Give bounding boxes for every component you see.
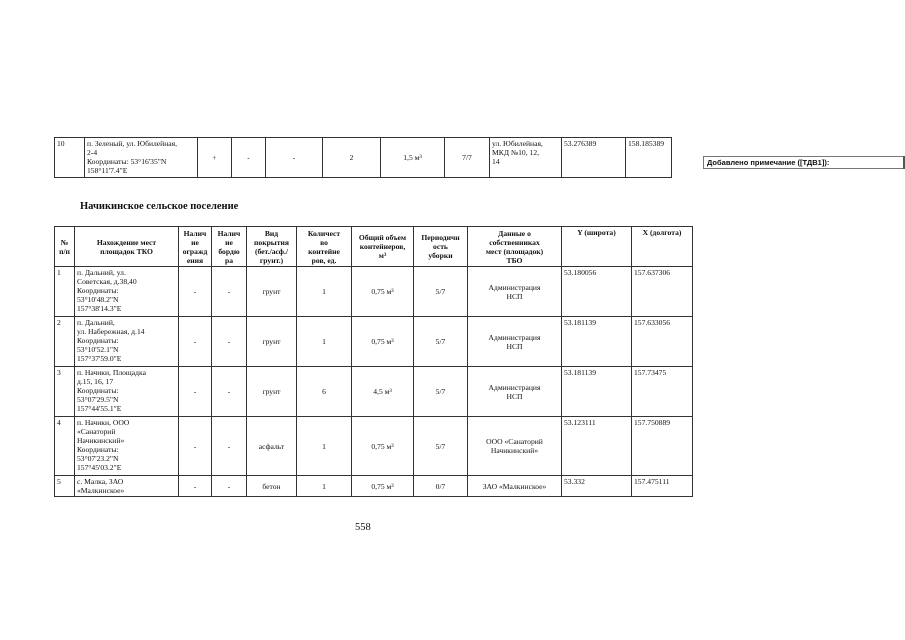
cell-owner: Администрация НСП (468, 267, 562, 317)
header-cover: Вид покрытия (бет./асф./ грунт.) (247, 227, 297, 267)
page-number: 558 (355, 522, 371, 533)
comment-annotation[interactable]: Добавлено примечание ([ТДВ1]): (703, 156, 904, 169)
cell-cover: грунт (247, 267, 297, 317)
cell-owner: ЗАО «Малкинское» (468, 476, 562, 497)
cell-count: 1 (297, 267, 352, 317)
tko-sites-table (54, 226, 693, 497)
section-title: Начикинское сельское поселение (80, 201, 239, 212)
header-fence: Налич ие огражд ения (179, 227, 212, 267)
cell-cover: асфальт (247, 417, 297, 476)
cell-lon: 157.73475 (632, 367, 693, 417)
previous-table-fragment (54, 137, 672, 178)
table-row (55, 317, 693, 367)
cell-volume: 1,5 м³ (381, 138, 445, 178)
cell-cover: бетон (247, 476, 297, 497)
cell-lon: 157.750889 (632, 417, 693, 476)
cell-cover: - (266, 138, 323, 178)
header-volume: Общий объем контейнеров, м³ (352, 227, 414, 267)
cell-period: 5/7 (414, 267, 468, 317)
cell-location: п. Начики, Площадка д.15, 16, 17 Координаты: 53°07'29.5"N 157°44'55.1"E (75, 367, 179, 417)
cell-count: 1 (297, 317, 352, 367)
cell-lon: 158.185389 (626, 138, 672, 178)
cell-lat: 53.180056 (562, 267, 632, 317)
cell-volume: 0,75 м³ (352, 317, 414, 367)
cell-volume: 4,5 м³ (352, 367, 414, 417)
table-row (55, 476, 693, 497)
header-lat: Y (широта) (562, 227, 632, 267)
cell-lat: 53.123111 (562, 417, 632, 476)
table-row (55, 267, 693, 317)
cell-volume: 0,75 м³ (352, 476, 414, 497)
header-location: Нахождение мест площадок ТКО (75, 227, 179, 267)
cell-cover: грунт (247, 367, 297, 417)
cell-location: с. Малка, ЗАО «Малкинское» (75, 476, 179, 497)
cell-location: п. Зеленый, ул. Юбилейная, 2-4 Координаты: 53°16'35"N 158°11'7.4"E (85, 138, 198, 178)
table-row (55, 417, 693, 476)
cell-lon: 157.475111 (632, 476, 693, 497)
cell-num: 4 (55, 417, 75, 476)
cell-count: 1 (297, 417, 352, 476)
cell-curb: - (212, 267, 247, 317)
cell-location: п. Дальний, ул. Советская, д.38,40 Координаты: 53°10'48.2"N 157°38'14.3"E (75, 267, 179, 317)
cell-location: п. Начики, ООО «Санаторий Начикинский» Координаты: 53°07'23.2"N 157°45'03.2"E (75, 417, 179, 476)
cell-owner: Администрация НСП (468, 367, 562, 417)
cell-num: 2 (55, 317, 75, 367)
cell-count: 1 (297, 476, 352, 497)
header-lon: X (долгота) (632, 227, 693, 267)
header-count: Количест во контейне ров, ед. (297, 227, 352, 267)
cell-num: 1 (55, 267, 75, 317)
header-curb: Налич ие бордю ра (212, 227, 247, 267)
header-num: № п/п (55, 227, 75, 267)
cell-lat: 53.332 (562, 476, 632, 497)
cell-location: п. Дальний, ул. Набережная, д.14 Координаты: 53°10'52.1"N 157°37'59.0"E (75, 317, 179, 367)
header-owner: Данные о собственниках мест (площадок) ТБО (468, 227, 562, 267)
cell-count: 6 (297, 367, 352, 417)
cell-cover: грунт (247, 317, 297, 367)
cell-period: 5/7 (414, 317, 468, 367)
cell-lon: 157.633056 (632, 317, 693, 367)
cell-curb: - (212, 317, 247, 367)
cell-lat: 53.276389 (562, 138, 626, 178)
cell-lat: 53.181139 (562, 317, 632, 367)
header-period: Периодичн ость уборки (414, 227, 468, 267)
cell-num: 10 (55, 138, 85, 178)
cell-fence: - (179, 476, 212, 497)
cell-fence: - (179, 267, 212, 317)
cell-lon: 157.637306 (632, 267, 693, 317)
cell-owner: Администрация НСП (468, 317, 562, 367)
cell-num: 3 (55, 367, 75, 417)
cell-owner: ООО «Санаторий Начикинский» (468, 417, 562, 476)
cell-period: 5/7 (414, 417, 468, 476)
cell-fence: - (179, 317, 212, 367)
table-row (55, 367, 693, 417)
cell-fence: - (179, 367, 212, 417)
table-row (55, 138, 672, 178)
cell-owner: ул. Юбилейная, МКД №10, 12, 14 (490, 138, 562, 178)
cell-count: 2 (323, 138, 381, 178)
cell-num: 5 (55, 476, 75, 497)
cell-fence: + (198, 138, 232, 178)
cell-lat: 53.181139 (562, 367, 632, 417)
cell-fence: - (179, 417, 212, 476)
cell-volume: 0,75 м³ (352, 267, 414, 317)
cell-curb: - (212, 476, 247, 497)
cell-curb: - (212, 367, 247, 417)
cell-curb: - (232, 138, 266, 178)
cell-period: 7/7 (445, 138, 490, 178)
cell-period: 0/7 (414, 476, 468, 497)
cell-period: 5/7 (414, 367, 468, 417)
cell-volume: 0,75 м³ (352, 417, 414, 476)
table-header-row (55, 227, 693, 267)
cell-curb: - (212, 417, 247, 476)
